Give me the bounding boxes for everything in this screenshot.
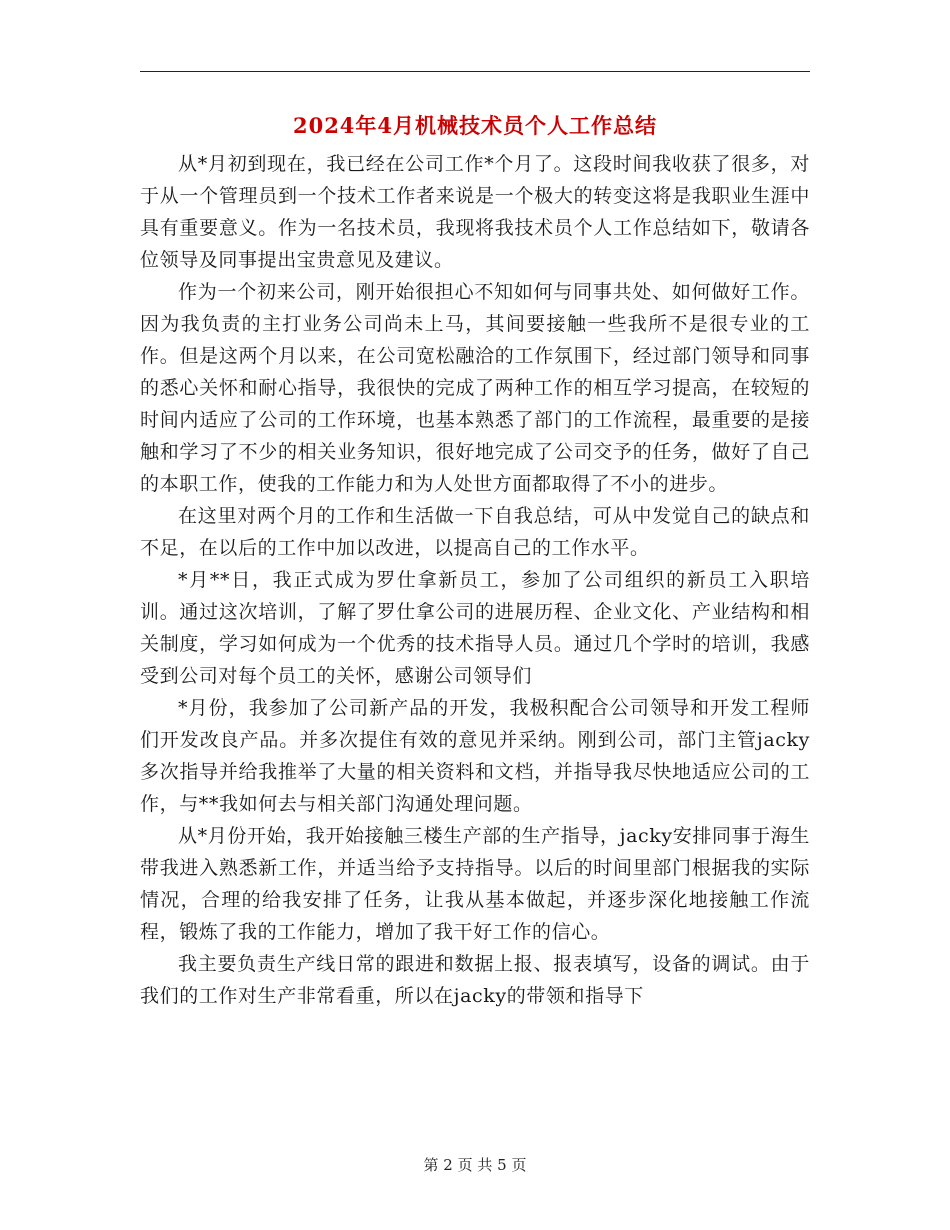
paragraph-6: 从*月份开始，我开始接触三楼生产部的生产指导，jacky安排同事于海生带我进入熟悉新工作，并适当给予支持指导。以后的时间里部门根据我的实际情况，合理的给我安排了任务，让我从基本做起，并逐步深化地接触工作流程，锻炼了我的工作能力，增加了我干好工作的信心。 xyxy=(140,825,810,943)
paragraph-1: 从*月初到现在，我已经在公司工作*个月了。这段时间我收获了很多，对于从一个管理员到一个技术工作者来说是一个极大的转变这将是我职业生涯中具有重要意义。作为一名技术员，我现将我技术员个人工作总结如下，敬请各位领导及同事提出宝贵意见及建议。 xyxy=(140,153,810,271)
paragraph-2: 作为一个初来公司，刚开始很担心不知如何与同事共处、如何做好工作。因为我负责的主打业务公司尚未上马，其间要接触一些我所不是很专业的工作。但是这两个月以来，在公司宽松融洽的工作氛围下，经过部门领导和同事的悉心关怀和耐心指导，我很快的完成了两种工作的相互学习提高，在较短的时间内适应了公司的工作环境，也基本熟悉了部门的工作流程，最重要的是接触和学习了不少的相关业务知识，很好地完成了公司交予的任务，做好了自己的本职工作，使我的工作能力和为人处世方面都取得了不小的进步。 xyxy=(140,281,810,495)
document-body xyxy=(140,148,810,1012)
header-rule xyxy=(140,71,810,72)
paragraph-4: *月**日，我正式成为罗仕拿新员工，参加了公司组织的新员工入职培训。通过这次培训，了解了罗仕拿公司的进展历程、企业文化、产业结构和相关制度，学习如何成为一个优秀的技术指导人员。通过几个学时的培训，我感受到公司对每个员工的关怀，感谢公司领导们 xyxy=(140,569,810,687)
paragraph-3: 在这里对两个月的工作和生活做一下自我总结，可从中发觉自己的缺点和不足，在以后的工作中加以改进，以提高自己的工作水平。 xyxy=(140,505,810,559)
page-footer: 第 2 页 共 5 页 xyxy=(423,1156,527,1174)
document-title: 2024年4月机械技术员个人工作总结 xyxy=(292,113,658,138)
paragraph-7: 我主要负责生产线日常的跟进和数据上报、报表填写，设备的调试。由于我们的工作对生产非常看重，所以在jacky的带领和指导下 xyxy=(140,953,810,1007)
paragraph-5: *月份，我参加了公司新产品的开发，我极积配合公司领导和开发工程师们开发改良产品。并多次提住有效的意见并采纳。刚到公司，部门主管jacky多次指导并给我推举了大量的相关资料和文档，并指导我尽快地适应公司的工作，与**我如何去与相关部门沟通处理问题。 xyxy=(140,697,810,815)
